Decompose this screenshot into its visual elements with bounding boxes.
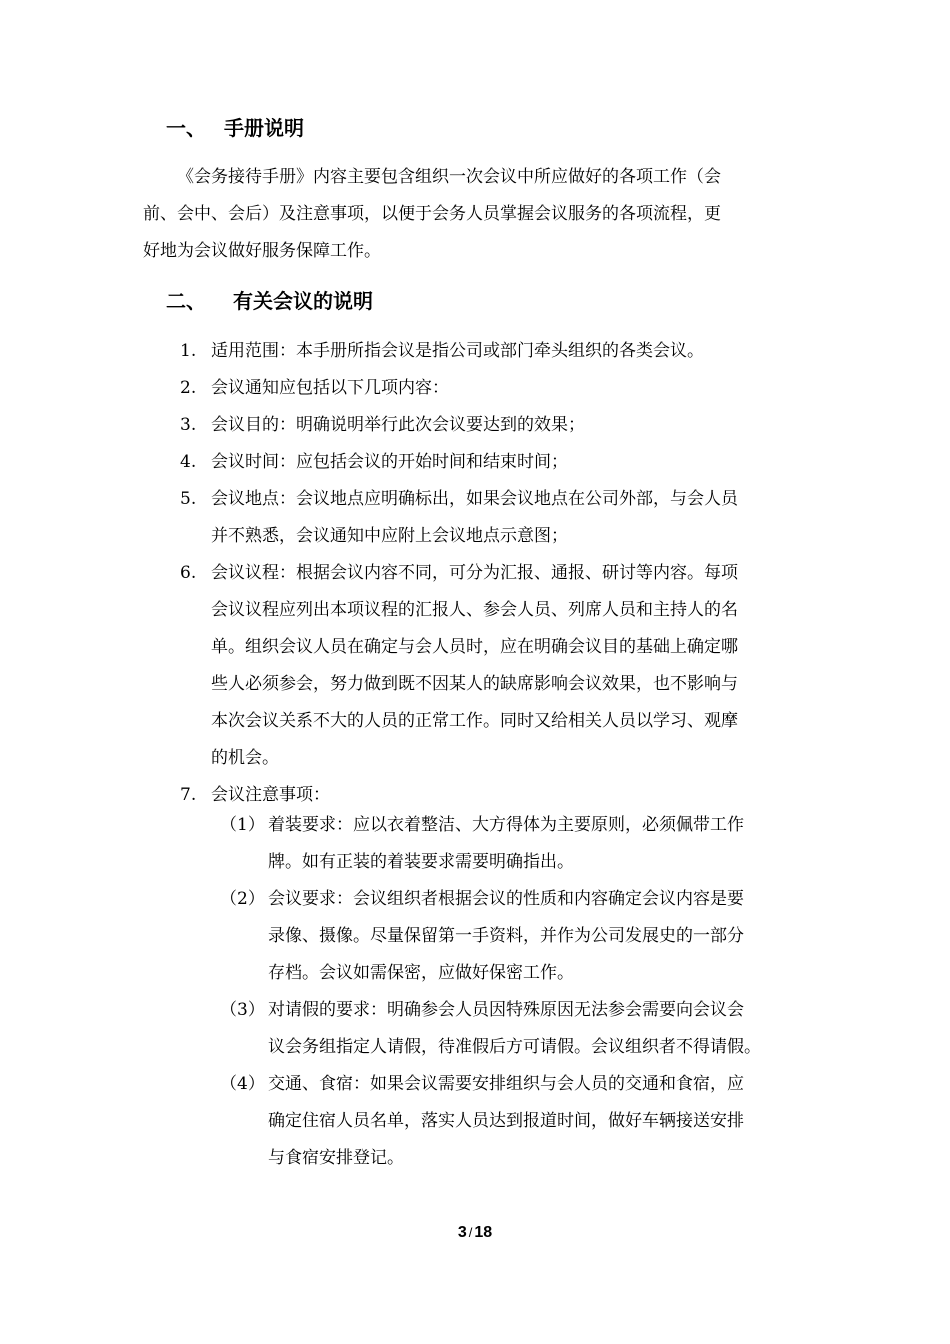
list-item-text: 些人必须参会，努力做到既不因某人的缺席影响会议效果，也不影响与 xyxy=(211,674,738,694)
list-item-text: 的机会。 xyxy=(211,748,279,768)
sub-list-item-text: 交通、食宿：如果会议需要安排组织与会人员的交通和食宿，应 xyxy=(268,1074,744,1094)
sub-list-item-text: 与食宿安排登记。 xyxy=(268,1148,404,1168)
sub-list-item-text: 着装要求：应以衣着整洁、大方得体为主要原则，必须佩带工作 xyxy=(268,815,744,835)
section-number: 二、 xyxy=(166,289,206,313)
list-item-text: 会议时间：应包括会议的开始时间和结束时间； xyxy=(211,452,568,472)
sub-list-item xyxy=(220,1066,761,1177)
list-marker: 4. xyxy=(180,452,197,472)
list-marker: 1. xyxy=(180,341,197,361)
list-item-text: 会议通知应包括以下几项内容： xyxy=(211,378,449,398)
sub-list-item xyxy=(220,807,761,881)
sub-list-item-text: 对请假的要求：明确参会人员因特殊原因无法参会需要向会议会 xyxy=(268,1000,744,1020)
list-item xyxy=(180,481,738,555)
sub-list-item-text: 确定住宿人员名单，落实人员达到报道时间，做好车辆接送安排 xyxy=(268,1111,744,1131)
sub-list-item xyxy=(220,881,761,992)
sub-list-marker: （4） xyxy=(220,1074,265,1094)
paragraph-line: 前、会中、会后）及注意事项，以便于会务人员掌握会议服务的各项流程，更 xyxy=(143,204,721,224)
list-item xyxy=(180,444,738,481)
list-item-text: 会议目的：明确说明举行此次会议要达到的效果； xyxy=(211,415,585,435)
list-marker: 7. xyxy=(180,785,197,805)
sub-list-item-text: 议会务组指定人请假，待准假后方可请假。会议组织者不得请假。 xyxy=(268,1037,761,1057)
sub-list xyxy=(220,807,761,1177)
paragraph-line: 《会务接待手册》内容主要包含组织一次会议中所应做好的各项工作（会 xyxy=(177,167,721,187)
list-item-text: 本次会议关系不大的人员的正常工作。同时又给相关人员以学习、观摩 xyxy=(211,711,738,731)
sub-list-item-text: 会议要求：会议组织者根据会议的性质和内容确定会议内容是要 xyxy=(268,889,744,909)
current-page: 3 xyxy=(457,1224,467,1241)
section-number: 一、 xyxy=(166,116,206,140)
intro-paragraph xyxy=(143,159,808,270)
list-marker: 6. xyxy=(180,563,197,583)
list-item xyxy=(180,407,738,444)
list-item-text: 并不熟悉，会议通知中应附上会议地点示意图； xyxy=(211,526,568,546)
sub-list-marker: （1） xyxy=(220,815,265,835)
list-item-text: 适用范围：本手册所指会议是指公司或部门牵头组织的各类会议。 xyxy=(211,341,704,361)
list-item-text: 会议议程应列出本项议程的汇报人、参会人员、列席人员和主持人的名 xyxy=(211,600,738,620)
paragraph-line: 好地为会议做好服务保障工作。 xyxy=(143,241,381,261)
total-pages: 18 xyxy=(474,1224,493,1241)
section-title: 有关会议的说明 xyxy=(233,289,373,313)
sub-list-item-text: 牌。如有正装的着装要求需要明确指出。 xyxy=(268,852,574,872)
numbered-list xyxy=(180,333,738,814)
sub-list-item-text: 录像、摄像。尽量保留第一手资料，并作为公司发展史的一部分 xyxy=(268,926,744,946)
sub-list-item xyxy=(220,992,761,1066)
section-heading-1 xyxy=(166,114,304,142)
list-item-text: 会议议程：根据会议内容不同，可分为汇报、通报、研讨等内容。每项 xyxy=(211,563,738,583)
page-separator: / xyxy=(468,1225,473,1240)
list-item-text: 单。组织会议人员在确定与会人员时，应在明确会议目的基础上确定哪 xyxy=(211,637,738,657)
list-item xyxy=(180,555,738,777)
list-item xyxy=(180,333,738,370)
sub-list-marker: （3） xyxy=(220,1000,265,1020)
list-marker: 3. xyxy=(180,415,197,435)
list-item-text: 会议注意事项： xyxy=(211,785,330,805)
section-title: 手册说明 xyxy=(224,116,304,140)
sub-list-marker: （2） xyxy=(220,889,265,909)
list-item-text: 会议地点：会议地点应明确标出，如果会议地点在公司外部，与会人员 xyxy=(211,489,738,509)
list-item xyxy=(180,370,738,407)
list-marker: 5. xyxy=(180,489,197,509)
page-number xyxy=(0,1224,950,1242)
section-heading-2 xyxy=(166,287,373,315)
list-marker: 2. xyxy=(180,378,197,398)
sub-list-item-text: 存档。会议如需保密，应做好保密工作。 xyxy=(268,963,574,983)
